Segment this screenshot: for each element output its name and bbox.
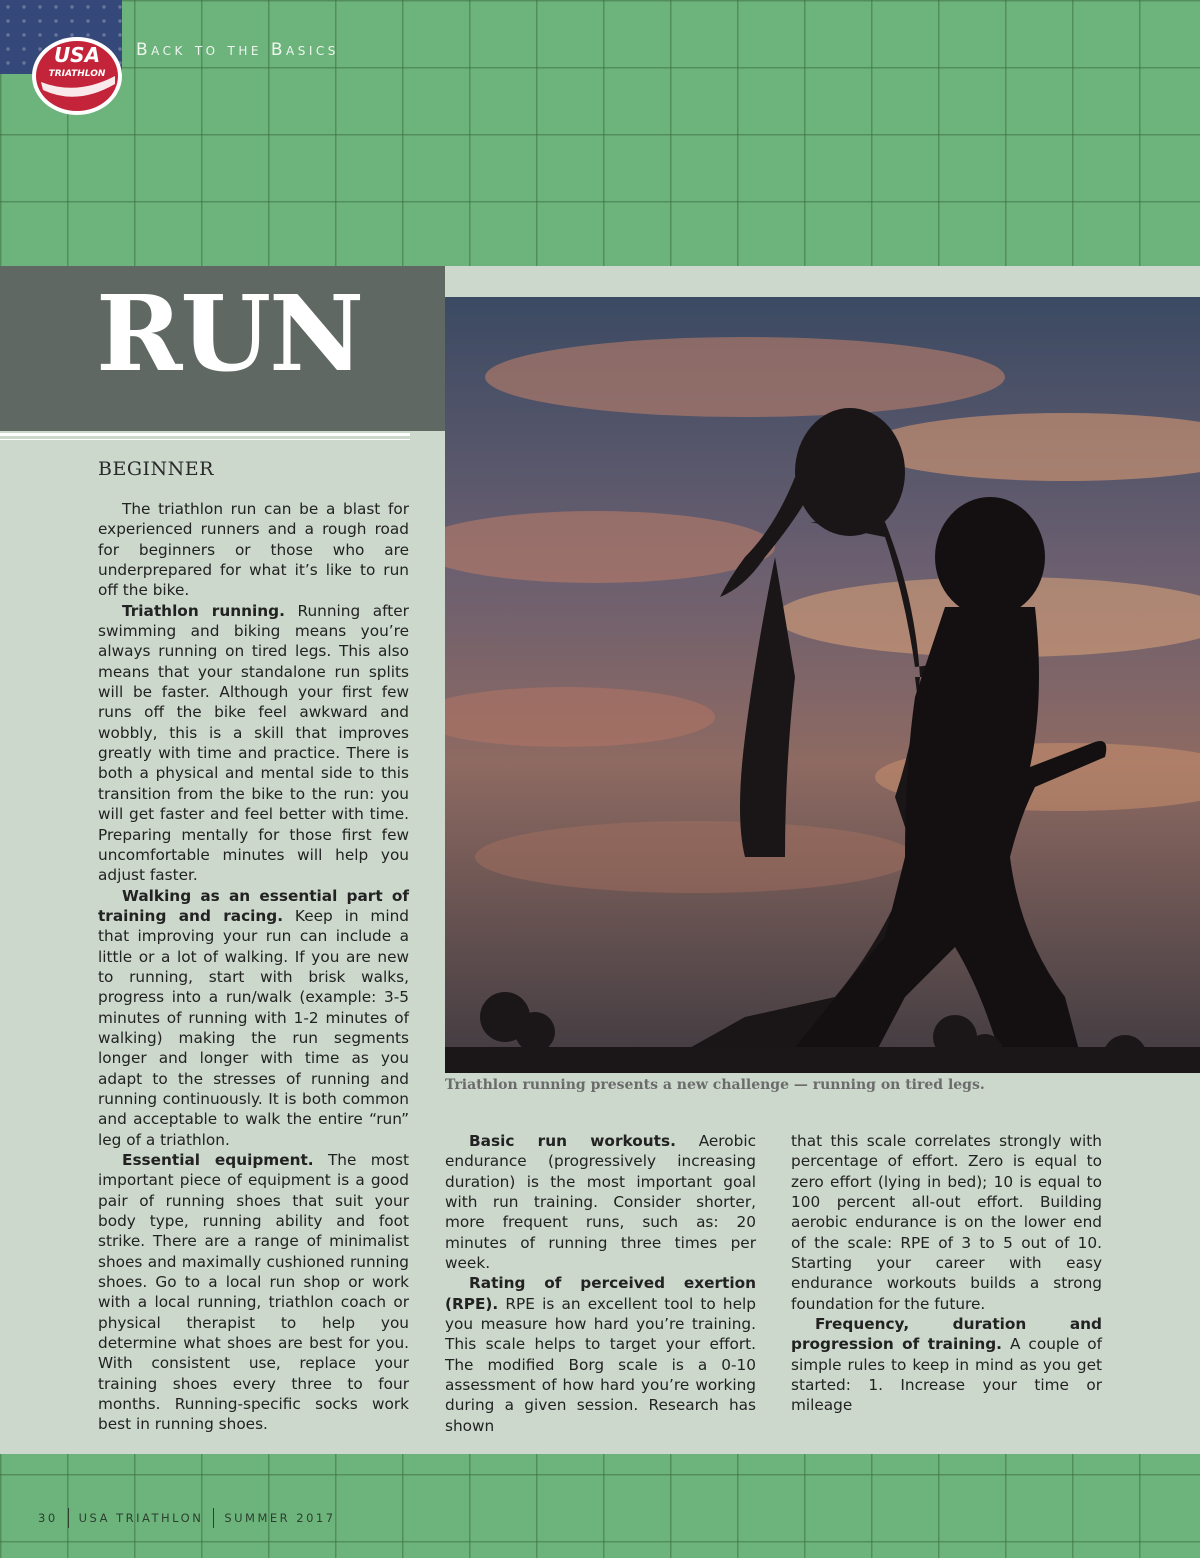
- paragraph: Basic run workouts. Aerobic endurance (progressively increasing duration) is the most important goal with run training. Consider shorter, more frequent runs, such as: 20 minutes of running three times per week.: [445, 1132, 756, 1273]
- usa-triathlon-logo: [31, 36, 123, 116]
- issue-label: SUMMER 2017: [224, 1511, 336, 1525]
- page-number: 30: [38, 1511, 58, 1525]
- section-kicker: Back to the Basics: [136, 40, 339, 60]
- divider-rule: [0, 433, 410, 436]
- article-title: RUN: [96, 272, 363, 395]
- page-footer: [38, 1508, 336, 1528]
- text-column-1: [98, 499, 409, 1435]
- paragraph: Rating of perceived exertion (RPE). RPE is an excellent tool to help you measure how hard you’re training. This scale helps to target your effort. The modified Borg scale is a 0-10 assessment of how hard you’re working during a given session. Research has shown: [445, 1274, 756, 1435]
- paragraph: Essential equipment. The most important piece of equipment is a good pair of running shoes that suit your body type, running ability and foot strike. There are a range of minimalist shoes and maximally cushioned running shoes. Go to a local run shop or work with a local running, triathlon coach or physical therapist to help you determine what shoes are best for you. With consistent use, replace your training shoes every three to four months. Running-specific socks work best in running shoes.: [98, 1151, 410, 1434]
- paragraph: that this scale correlates strongly with percentage of effort. Zero is equal to zero effort (lying in bed); 10 is equal to 100 percent all-out effort. Building aerobic endurance is on the lower end of the scale: RPE of 3 to 5 out of 10. Starting your career with easy endurance workouts builds a strong foundation for the future.: [791, 1132, 1102, 1313]
- runners-silhouette-photo: [445, 297, 1200, 1073]
- paragraph: The triathlon run can be a blast for experienced runners and a rough road for beginners or those who are underprepared for what it’s like to run off the bike.: [98, 500, 409, 600]
- publication-name: USA TRIATHLON: [78, 1511, 204, 1525]
- footer-divider: [68, 1508, 69, 1528]
- svg-text:TRIATHLON: TRIATHLON: [48, 69, 106, 79]
- paragraph: Triathlon running. Running after swimming and biking means you’re always running on tired legs. This also means that your standalone run splits will be faster. Although your first few runs off the bike feel awkward and wobbly, this is a skill that improves greatly with time and practice. There is both a physical and mental side to this transition from the bike to the run: you will get faster and feel better with time. Preparing mentally for those first few uncomfortable minutes will help you adjust faster.: [98, 601, 409, 885]
- text-column-2: [445, 1131, 756, 1436]
- section-heading: BEGINNER: [98, 458, 214, 480]
- paragraph: Frequency, duration and progression of training. A couple of simple rules to keep in mind as you get started: 1. Increase your time or mileage: [791, 1315, 1102, 1415]
- paragraph: Walking as an essential part of training and racing. Keep in mind that improving your run can include a little or a lot of walking. If you are new to running, start with brisk walks, progress into a run/walk (example: 3-5 minutes of running with 1-2 minutes of walking) making the run segments longer and longer with time as you adapt to the stresses of running and running continuously. It is both common and acceptable to walk the entire “run” leg of a triathlon.: [98, 886, 409, 1149]
- photo-caption: Triathlon running presents a new challenge — running on tired legs.: [445, 1077, 985, 1093]
- text-column-3: [791, 1131, 1102, 1416]
- divider-rule-thin: [0, 439, 410, 440]
- footer-divider: [213, 1508, 214, 1528]
- svg-text:USA: USA: [53, 43, 101, 67]
